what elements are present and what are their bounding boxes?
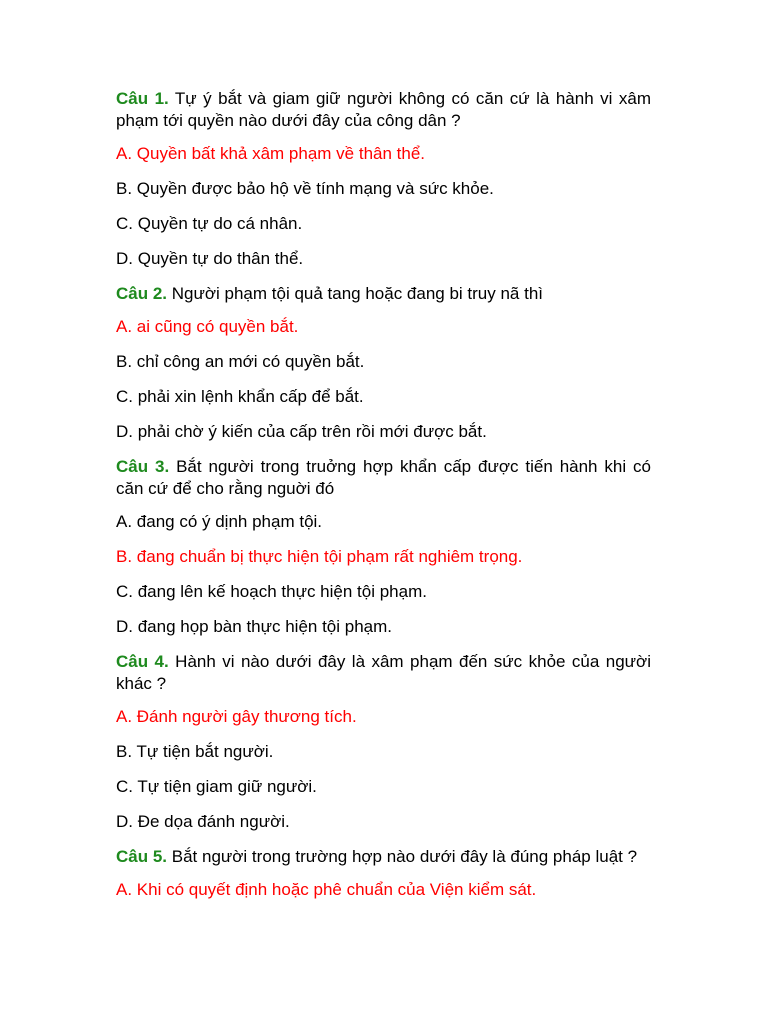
answer-option: B. Tự tiện bắt người. <box>116 742 274 761</box>
question-text: Tự ý bắt và giam giữ người không có căn cứ là hành vi xâm phạm tới quyền nào dưới đây của công dân ? <box>116 89 651 130</box>
answer-option: B. chỉ công an mới có quyền bắt. <box>116 352 365 371</box>
answer-option-correct: B. đang chuẩn bị thực hiện tội phạm rất nghiêm trọng. <box>116 547 523 566</box>
question-5 <box>116 846 651 868</box>
answer-option: D. Đe dọa đánh người. <box>116 812 290 831</box>
answer-option: B. Quyền được bảo hộ về tính mạng và sức khỏe. <box>116 179 494 198</box>
question-number: Câu 3. <box>116 457 170 476</box>
question-text: Bắt người trong trường hợp nào dưới đây là đúng pháp luật ? <box>167 847 638 866</box>
answer-option: D. Quyền tự do thân thể. <box>116 249 304 268</box>
answer-option-correct: A. Khi có quyết định hoặc phê chuẩn của Viện kiểm sát. <box>116 880 537 899</box>
question-text: Bắt người trong truởng hợp khẩn cấp được tiến hành khi có căn cứ để cho rằng nguời đó <box>116 457 651 498</box>
question-1 <box>116 88 651 132</box>
question-3 <box>116 456 651 500</box>
answer-option-correct: A. ai cũng có quyền bắt. <box>116 317 299 336</box>
question-2 <box>116 283 651 305</box>
quiz-document <box>116 88 651 914</box>
answer-option: C. Quyền tự do cá nhân. <box>116 214 303 233</box>
question-number: Câu 1. <box>116 89 169 108</box>
answer-option: A. đang có ý dịnh phạm tội. <box>116 512 323 531</box>
question-number: Câu 5. <box>116 847 168 866</box>
answer-option: D. phải chờ ý kiến của cấp trên rồi mới được bắt. <box>116 422 487 441</box>
answer-option: D. đang họp bàn thực hiện tội phạm. <box>116 617 393 636</box>
answer-option: C. đang lên kế hoạch thực hiện tội phạm. <box>116 582 427 601</box>
question-number: Câu 4. <box>116 652 169 671</box>
answer-option-correct: A. Đánh người gây thương tích. <box>116 707 357 726</box>
question-4 <box>116 651 651 695</box>
question-text: Hành vi nào dưới đây là xâm phạm đến sức khỏe của người khác ? <box>116 652 651 693</box>
question-number: Câu 2. <box>116 284 168 303</box>
answer-option: C. Tự tiện giam giữ người. <box>116 777 317 796</box>
answer-option: C. phải xin lệnh khẩn cấp để bắt. <box>116 387 364 406</box>
question-text: Người phạm tội quả tang hoặc đang bi truy nã thì <box>167 284 544 303</box>
answer-option-correct: A. Quyền bất khả xâm phạm về thân thể. <box>116 144 426 163</box>
